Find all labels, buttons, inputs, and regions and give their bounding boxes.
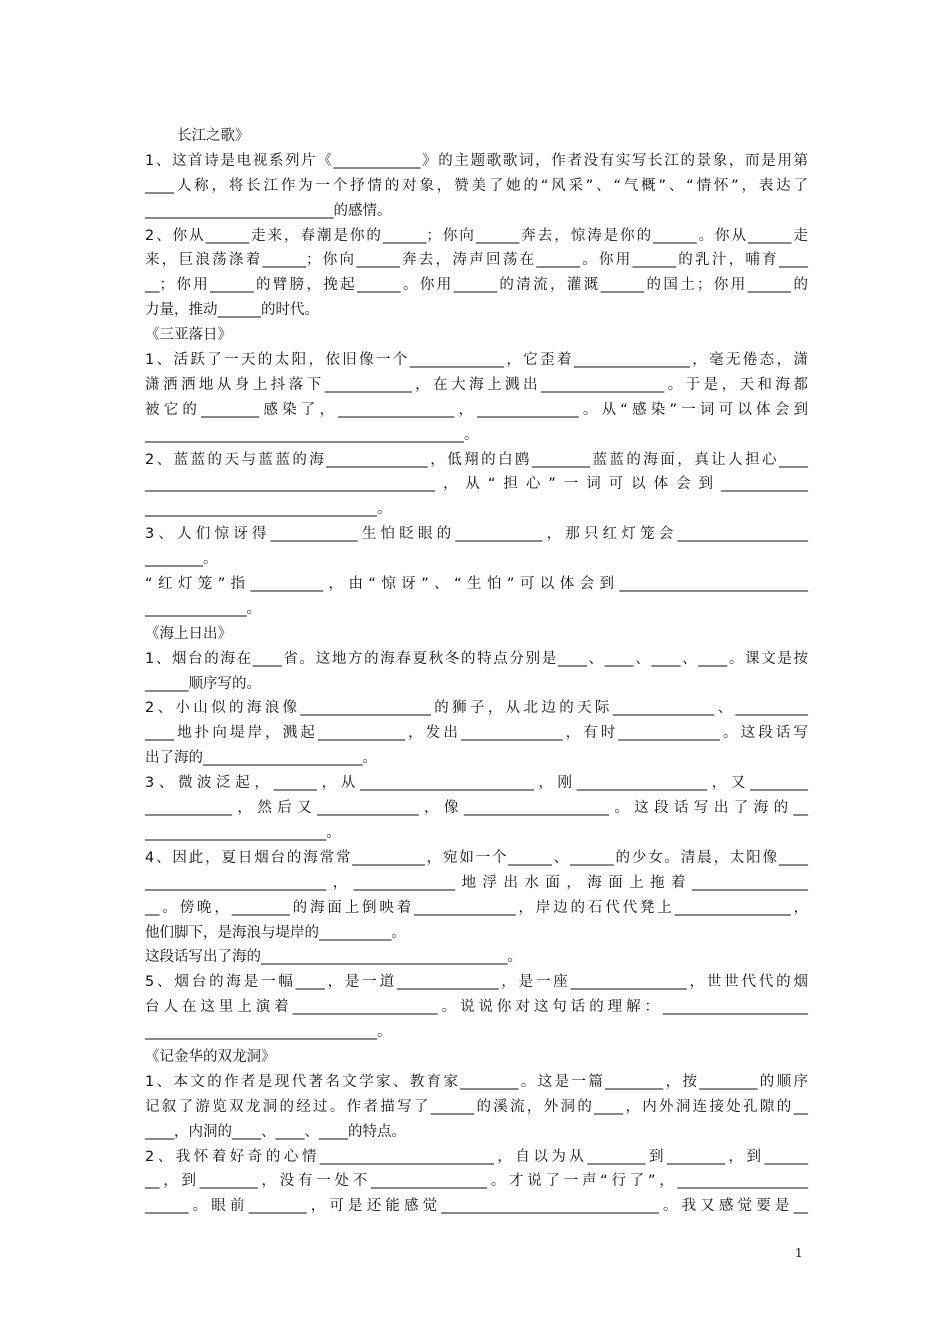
text-line: ____________________________________________。 xyxy=(145,426,479,443)
text-line: 记叙了游览双龙洞的经过。作者描写了______的溪流，外洞的____，内外洞连接处孔隙的__ xyxy=(145,1098,808,1115)
text-line: 2、你从______走来，春潮是你的______；你向______奔去，惊涛是你的______。你从______走 xyxy=(145,227,808,244)
text-line: ________________________________。 xyxy=(145,1024,392,1041)
text-line: ____地扑向堤岸，溅起____________，发出______________，有时______________。这段话写 xyxy=(145,725,808,742)
text-line: 《记金华的双龙洞》 xyxy=(145,1048,276,1065)
text-line: ________________________________。 xyxy=(145,501,392,518)
text-line: 2、我怀着好奇的心情________________________，自以为从________到________，到______ xyxy=(145,1148,808,1165)
text-line: ______。眼前________，可是还能感觉______________________________。我又感觉要是__ xyxy=(145,1198,808,1215)
text-line: 1、活跃了一天的太阳，依旧像一个_____________，它歪着________________，毫无倦态，潇 xyxy=(145,352,808,369)
text-line: 2、小山似的海浪像__________________的狮子，从北边的天际______________、__________ xyxy=(145,700,808,717)
text-line: 潇洒洒地从身上抖落下____________，在大海上溅出_________________。于是，天和海都 xyxy=(145,376,808,393)
text-line: 《海上日出》 xyxy=(145,625,232,642)
text-line: 1、烟台的海在____省。这地方的海春夏秋冬的特点分别是____、____、____、____。课文是按 xyxy=(145,650,808,667)
page-number: 1 xyxy=(795,1246,803,1260)
text-line: 出了海的______________________。 xyxy=(145,750,377,767)
text-line: ______________。 xyxy=(145,600,261,617)
text-line: ________。 xyxy=(145,551,218,568)
text-line: 被它的________感染了，________________，______________。从“感染”一词可以体会到 xyxy=(145,401,808,418)
text-line: ____________，然后又______________，像____________________。这段话写出了海的__ xyxy=(145,800,808,817)
text-line: _________________________。 xyxy=(145,824,341,841)
text-line: 2、蓝蓝的天与蓝蓝的海______________，低翔的白鸥________蓝蓝的海面，真让人担心____ xyxy=(145,451,808,468)
text-line: 5、烟台的海是一幅____，是一道______________，是一座________________，世世代代的烟 xyxy=(145,974,808,991)
text-line: 台人在这里上演着____________________。说说你对这句话的理解：____________________ xyxy=(145,999,808,1016)
text-line: 这段话写出了海的__________________________________。 xyxy=(145,949,522,966)
text-line: 他们脚下，是海浪与堤岸的__________。 xyxy=(145,924,406,941)
text-line: 来，巨浪荡涤着______；你向______奔去，涛声回荡在______。你用______的乳汁，哺育____ xyxy=(145,252,808,269)
text-line: ____人称，将长江作为一个抒情的对象，赞美了她的“风采”、“气概”、“情怀”，表达了 xyxy=(145,177,808,194)
text-line: ____，内洞的____、____、____的特点。 xyxy=(145,1123,406,1140)
text-line: ______顺序写的。 xyxy=(145,675,261,692)
text-line: __________________________的感情。 xyxy=(145,202,392,219)
text-line: __。傍晚，________的海面上倒映着______________，岸边的石代代凳上________________， xyxy=(145,899,808,916)
document-body xyxy=(145,124,808,1219)
text-line: 3、人们惊讶得____________生怕眨眼的____________，那只红灯笼会__________________ xyxy=(145,526,808,543)
text-line: __；你用______的臂膀，挽起______。你用______的清流，灌溉______的国土；你用______的 xyxy=(145,277,808,294)
text-line: 《三亚落日》 xyxy=(145,327,232,344)
text-line: __，到________，没有一处不________________。才说了一声“行了”，__________________ xyxy=(145,1173,808,1190)
text-line: 1、本文的作者是现代著名文学家、教育家________。这是一篇________，按________的顺序 xyxy=(145,1073,808,1090)
text-line: _________________________，______________地浮出水面，海面上拖着________________ xyxy=(145,874,808,891)
text-line: “红灯笼”指__________，由“惊讶”、“生怕”可以体会到__________________________ xyxy=(145,576,808,593)
text-line: 1、这首诗是电视系列片《____________》的主题歌歌词，作者没有实写长江的景象，而是用第 xyxy=(145,152,808,169)
text-line: 4、因此，夏日烟台的海常常__________，宛如一个______、______的少女。清晨，太阳像____ xyxy=(145,849,808,866)
text-line: ________________________________________，从“担心”一词可以体会到____________ xyxy=(145,476,808,493)
text-line: 力量，推动______的时代。 xyxy=(145,302,319,319)
text-line: 长江之歌》 xyxy=(177,128,250,144)
text-line: 3、微波泛起，______，从________________________，刚__________________，又________ xyxy=(145,775,808,792)
